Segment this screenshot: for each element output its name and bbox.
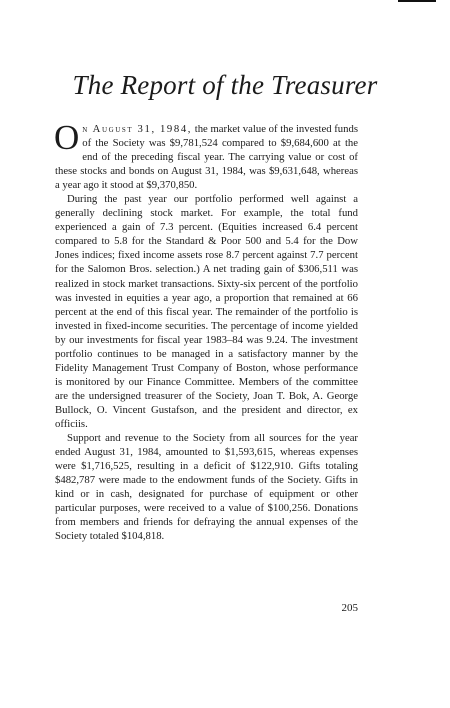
paragraph-2: During the past year our portfolio performed well against a generally declining stock market. For example, the total fund experienced a gain of 7.3 percent. (Equities increased 6.4 percent compared to 5.8 for the Standard & Poor 500 and 5.4 for the Dow Jones indices; fixed income assets rose 8.7 percent against 7.7 percent for the Salomon Bros. selection.) A net trading gain of $306,511 was realized in stock market transactions. Sixty-six percent of the portfolio was invested in equities a year ago, a proportion that remained at 66 percent at the end of this fiscal year. The remainder of the portfolio is invested in fixed-income securities. The percentage of income yielded by our investments for fiscal year 1983–84 was 9.24. The investment portfolio continues to be managed in a satisfactory manner by the Fidelity Management Trust Company of Boston, whose performance is monitored by our Finance Committee. Members of the committee are the undersigned treasurer of the Society, Joan T. Bok, A. George Bullock, O. Vincent Gustafson, and the president and director, ex officiis. — [55, 193, 358, 430]
opening-date: n August 31, 1984, — [82, 123, 193, 135]
page-edge-mark — [398, 0, 436, 2]
report-body — [54, 118, 358, 543]
drop-cap: O — [54, 118, 80, 157]
paragraph-3: Support and revenue to the Society from all sources for the year ended August 31, 1984, amounted to $1,593,615, whereas expenses were $1,716,525, resulting in a deficit of $122,910. Gifts totaling $482,787 were made to the endowment funds of the Society. Gifts in kind or in cash, designated for purchase of equipment or other particular purposes, were received to a value of $100,256. Donations from members and friends for defraying the annual expenses of the Society totaled $104,818. — [55, 432, 358, 543]
page-title: The Report of the Treasurer — [72, 70, 378, 100]
page-number: 205 — [341, 602, 358, 614]
paragraph-1-text: the market value of the invested funds of the Society was $9,781,524 compared to $9,684,600 at the end of the preceding fiscal year. The carrying value or cost of these stocks and bonds on August 31, 1984, was $9,631,648, whereas a year ago it stood at $9,370,850. — [55, 123, 358, 192]
paragraph-1 — [54, 118, 358, 192]
